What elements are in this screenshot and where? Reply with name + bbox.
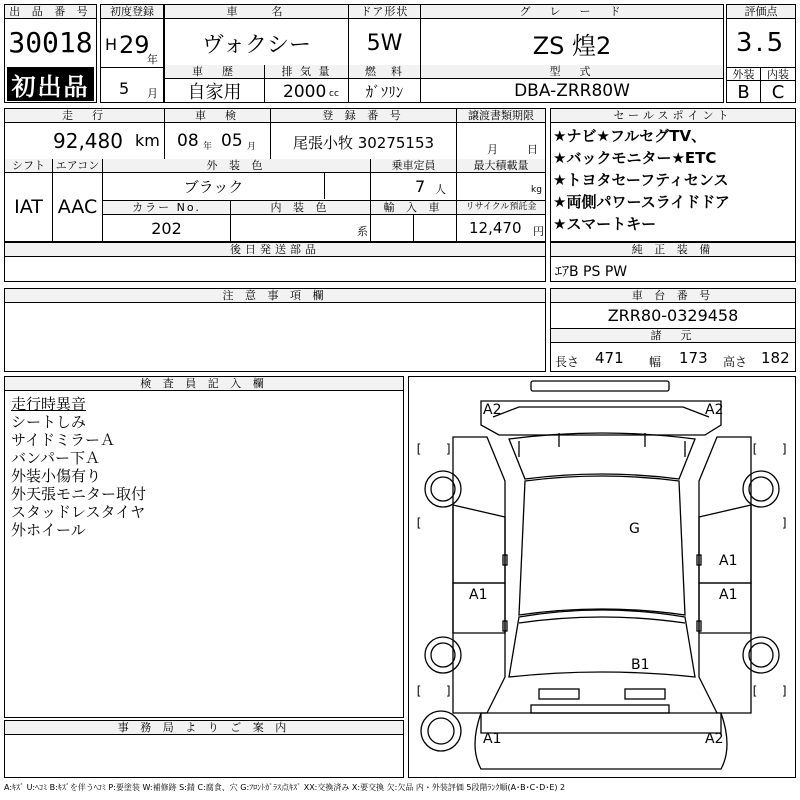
inspection-year-unit: 年: [203, 142, 213, 152]
score-box: [726, 4, 796, 103]
equipment-label: 純 正 装 備: [551, 243, 795, 257]
damage-mark: A1: [719, 587, 738, 603]
year-unit: 年: [147, 53, 158, 66]
car-name-label: 車 名: [165, 5, 348, 19]
chassis-number: ZRR80-0329458: [551, 303, 795, 329]
caution-box: [4, 288, 546, 372]
height-value: 182: [761, 349, 790, 367]
score-value: 3.5: [735, 28, 787, 58]
svg-text:[: [: [415, 442, 423, 456]
office-box: [4, 720, 404, 778]
recycle-label: リサイクル預託金: [457, 201, 545, 215]
exterior-label: 外装: [727, 67, 761, 81]
caution-label: 注 意 事 項 欄: [5, 289, 545, 303]
recycle-value: 12,470: [469, 219, 522, 237]
inspector-line: 外天張モニター取付: [11, 485, 147, 503]
month-unit: 月: [147, 87, 158, 100]
history-value: 自家用: [187, 82, 242, 103]
chassis-box: [550, 288, 796, 372]
damage-mark: B1: [631, 657, 650, 673]
cc-unit: cc: [329, 89, 339, 99]
length-label: 長さ: [555, 355, 580, 369]
inspector-line: サイドミラーＡ: [11, 431, 115, 449]
inspector-line: 外装小傷有り: [11, 467, 102, 485]
import-label: 輸 入 車: [371, 201, 456, 215]
damage-mark: A2: [705, 731, 724, 747]
svg-text:]: ]: [445, 442, 453, 456]
car-info-box: [164, 4, 724, 103]
damage-mark: A1: [719, 553, 738, 569]
equipment-box: [550, 242, 796, 282]
exterior-score: B: [727, 81, 761, 103]
svg-text:]: ]: [781, 516, 789, 530]
inspection-label: 車 検: [165, 109, 270, 123]
color-no-label: カラー No.: [103, 201, 230, 215]
later-parts-box: [4, 242, 546, 282]
sales-line: ★両側パワースライドドア: [553, 193, 730, 211]
score-label: 評価点: [727, 5, 795, 19]
dims-label: 諸 元: [551, 329, 795, 343]
inspector-line: シートしみ: [11, 413, 87, 431]
sales-line: ★スマートキー: [553, 215, 657, 233]
interior-color-label: 内 装 色: [231, 201, 370, 215]
damage-mark: G: [629, 521, 640, 537]
shift-label: シフト: [5, 159, 52, 173]
lot-box: [4, 4, 97, 103]
inspection-month-unit: 月: [247, 142, 257, 152]
svg-text:]: ]: [781, 684, 789, 698]
capacity-value: 7: [415, 177, 426, 196]
interior-score: C: [771, 81, 785, 103]
equipment-value: ｴｱB PS PW: [555, 264, 628, 280]
load-label: 最大積載量: [457, 159, 545, 173]
svg-text:[: [: [751, 684, 759, 698]
color-label: 外 装 色: [103, 159, 370, 173]
office-label: 事 務 局 よ り ご 案 内: [5, 721, 403, 735]
length-value: 471: [595, 349, 624, 367]
ac-label: エアコン: [53, 159, 102, 173]
transfer-month-unit: 月: [487, 143, 498, 156]
damage-mark: A2: [705, 402, 724, 418]
first-registration-box: [100, 4, 164, 103]
color-value: ブラック: [103, 173, 325, 199]
sales-line: ★バックモニター★ETC: [553, 149, 717, 167]
height-label: 高さ: [723, 355, 748, 369]
inspector-box: [4, 376, 404, 718]
first-reg-month: 5: [119, 79, 130, 98]
interior-label: 内装: [761, 67, 795, 81]
inspector-line: 外ホイール: [11, 521, 86, 539]
capacity-unit: 人: [435, 183, 446, 196]
car-name: ヴォクシー: [165, 21, 349, 65]
first-reg-year: 29: [119, 31, 150, 59]
car-diagram-box: [408, 376, 796, 778]
damage-mark: A1: [469, 587, 488, 603]
color-no-value: 202: [151, 218, 182, 238]
damage-mark: A2: [483, 402, 502, 418]
door-value: 5W: [366, 30, 403, 56]
yen-unit: 円: [533, 225, 544, 238]
interior-color-unit: 系: [357, 225, 368, 238]
legend-text: A:ｷｽﾞ U:ﾍｺﾐ B:ｷｽﾞを伴うﾍｺﾐ P:要塗装 W:補修跡 S:錆 C:腐食、穴 G:ﾌﾛﾝﾄｶﾞﾗｽ点ｷｽﾞ XX:交換済み X:要交換 欠:欠品 内・外装評価 5段階ﾗﾝｸ順(A･B･C･D･E) 2: [4, 783, 566, 792]
svg-text:]: ]: [445, 684, 453, 698]
sales-line: ★ナビ★フルセグTV、: [553, 127, 707, 145]
transfer-day-unit: 日: [527, 143, 538, 156]
sales-points-box: [550, 108, 796, 242]
sales-line: ★トヨタセーフティセンス: [553, 171, 729, 189]
model-value: DBA-ZRR80W: [514, 81, 630, 101]
mileage-value: 92,480: [53, 129, 123, 153]
capacity-label: 乗車定員: [371, 159, 456, 173]
mileage-label: 走 行: [5, 109, 164, 123]
svg-text:]: ]: [781, 442, 789, 456]
first-reg-label: 初度登録: [101, 5, 163, 19]
transfer-label: 譲渡書類期限: [457, 109, 545, 123]
fuel-value: ｶﾞｿﾘﾝ: [365, 82, 404, 101]
sales-label: セールスポイント: [551, 109, 795, 123]
grade-value: ZS 煌2: [532, 31, 612, 60]
inspector-line: 走行時異音: [11, 395, 87, 413]
lot-number: 30018: [8, 25, 93, 59]
inspection-month: 05: [221, 131, 243, 151]
width-label: 幅: [649, 355, 662, 369]
svg-text:[: [: [751, 442, 759, 456]
lot-label: 出 品 番 号: [5, 5, 96, 19]
displacement-label: 排 気 量: [265, 65, 348, 79]
car-diagram: [409, 377, 795, 777]
fuel-label: 燃 料: [349, 65, 420, 79]
load-unit: kg: [531, 185, 542, 195]
era: H: [105, 35, 118, 54]
first-listing-badge: 初出品: [7, 67, 94, 101]
inspector-line: バンパー下Ａ: [11, 449, 100, 467]
svg-text:[: [: [415, 516, 423, 530]
svg-text:[: [: [415, 684, 423, 698]
chassis-label: 車 台 番 号: [551, 289, 795, 303]
vehicle-detail-box: [4, 108, 546, 242]
inspector-line: スタッドレスタイヤ: [11, 503, 146, 521]
inspection-year: 08: [177, 131, 199, 151]
door-label: ドア形状: [349, 5, 420, 19]
km-unit: km: [135, 131, 160, 150]
displacement-value: 2000: [283, 82, 327, 102]
history-label: 車 歴: [165, 65, 264, 79]
later-parts-label: 後日発送部品: [5, 243, 545, 257]
registration-number: 尾張小牧 30275153: [292, 133, 435, 152]
damage-mark: A1: [483, 731, 502, 747]
shift-value: IAT: [14, 196, 43, 218]
width-value: 173: [679, 349, 708, 367]
ac-value: AAC: [57, 196, 98, 218]
model-label: 型 式: [421, 65, 723, 79]
registration-label: 登 録 番 号: [271, 109, 456, 123]
grade-label: グ レ ー ド: [421, 5, 723, 19]
inspector-label: 検 査 員 記 入 欄: [5, 377, 403, 391]
